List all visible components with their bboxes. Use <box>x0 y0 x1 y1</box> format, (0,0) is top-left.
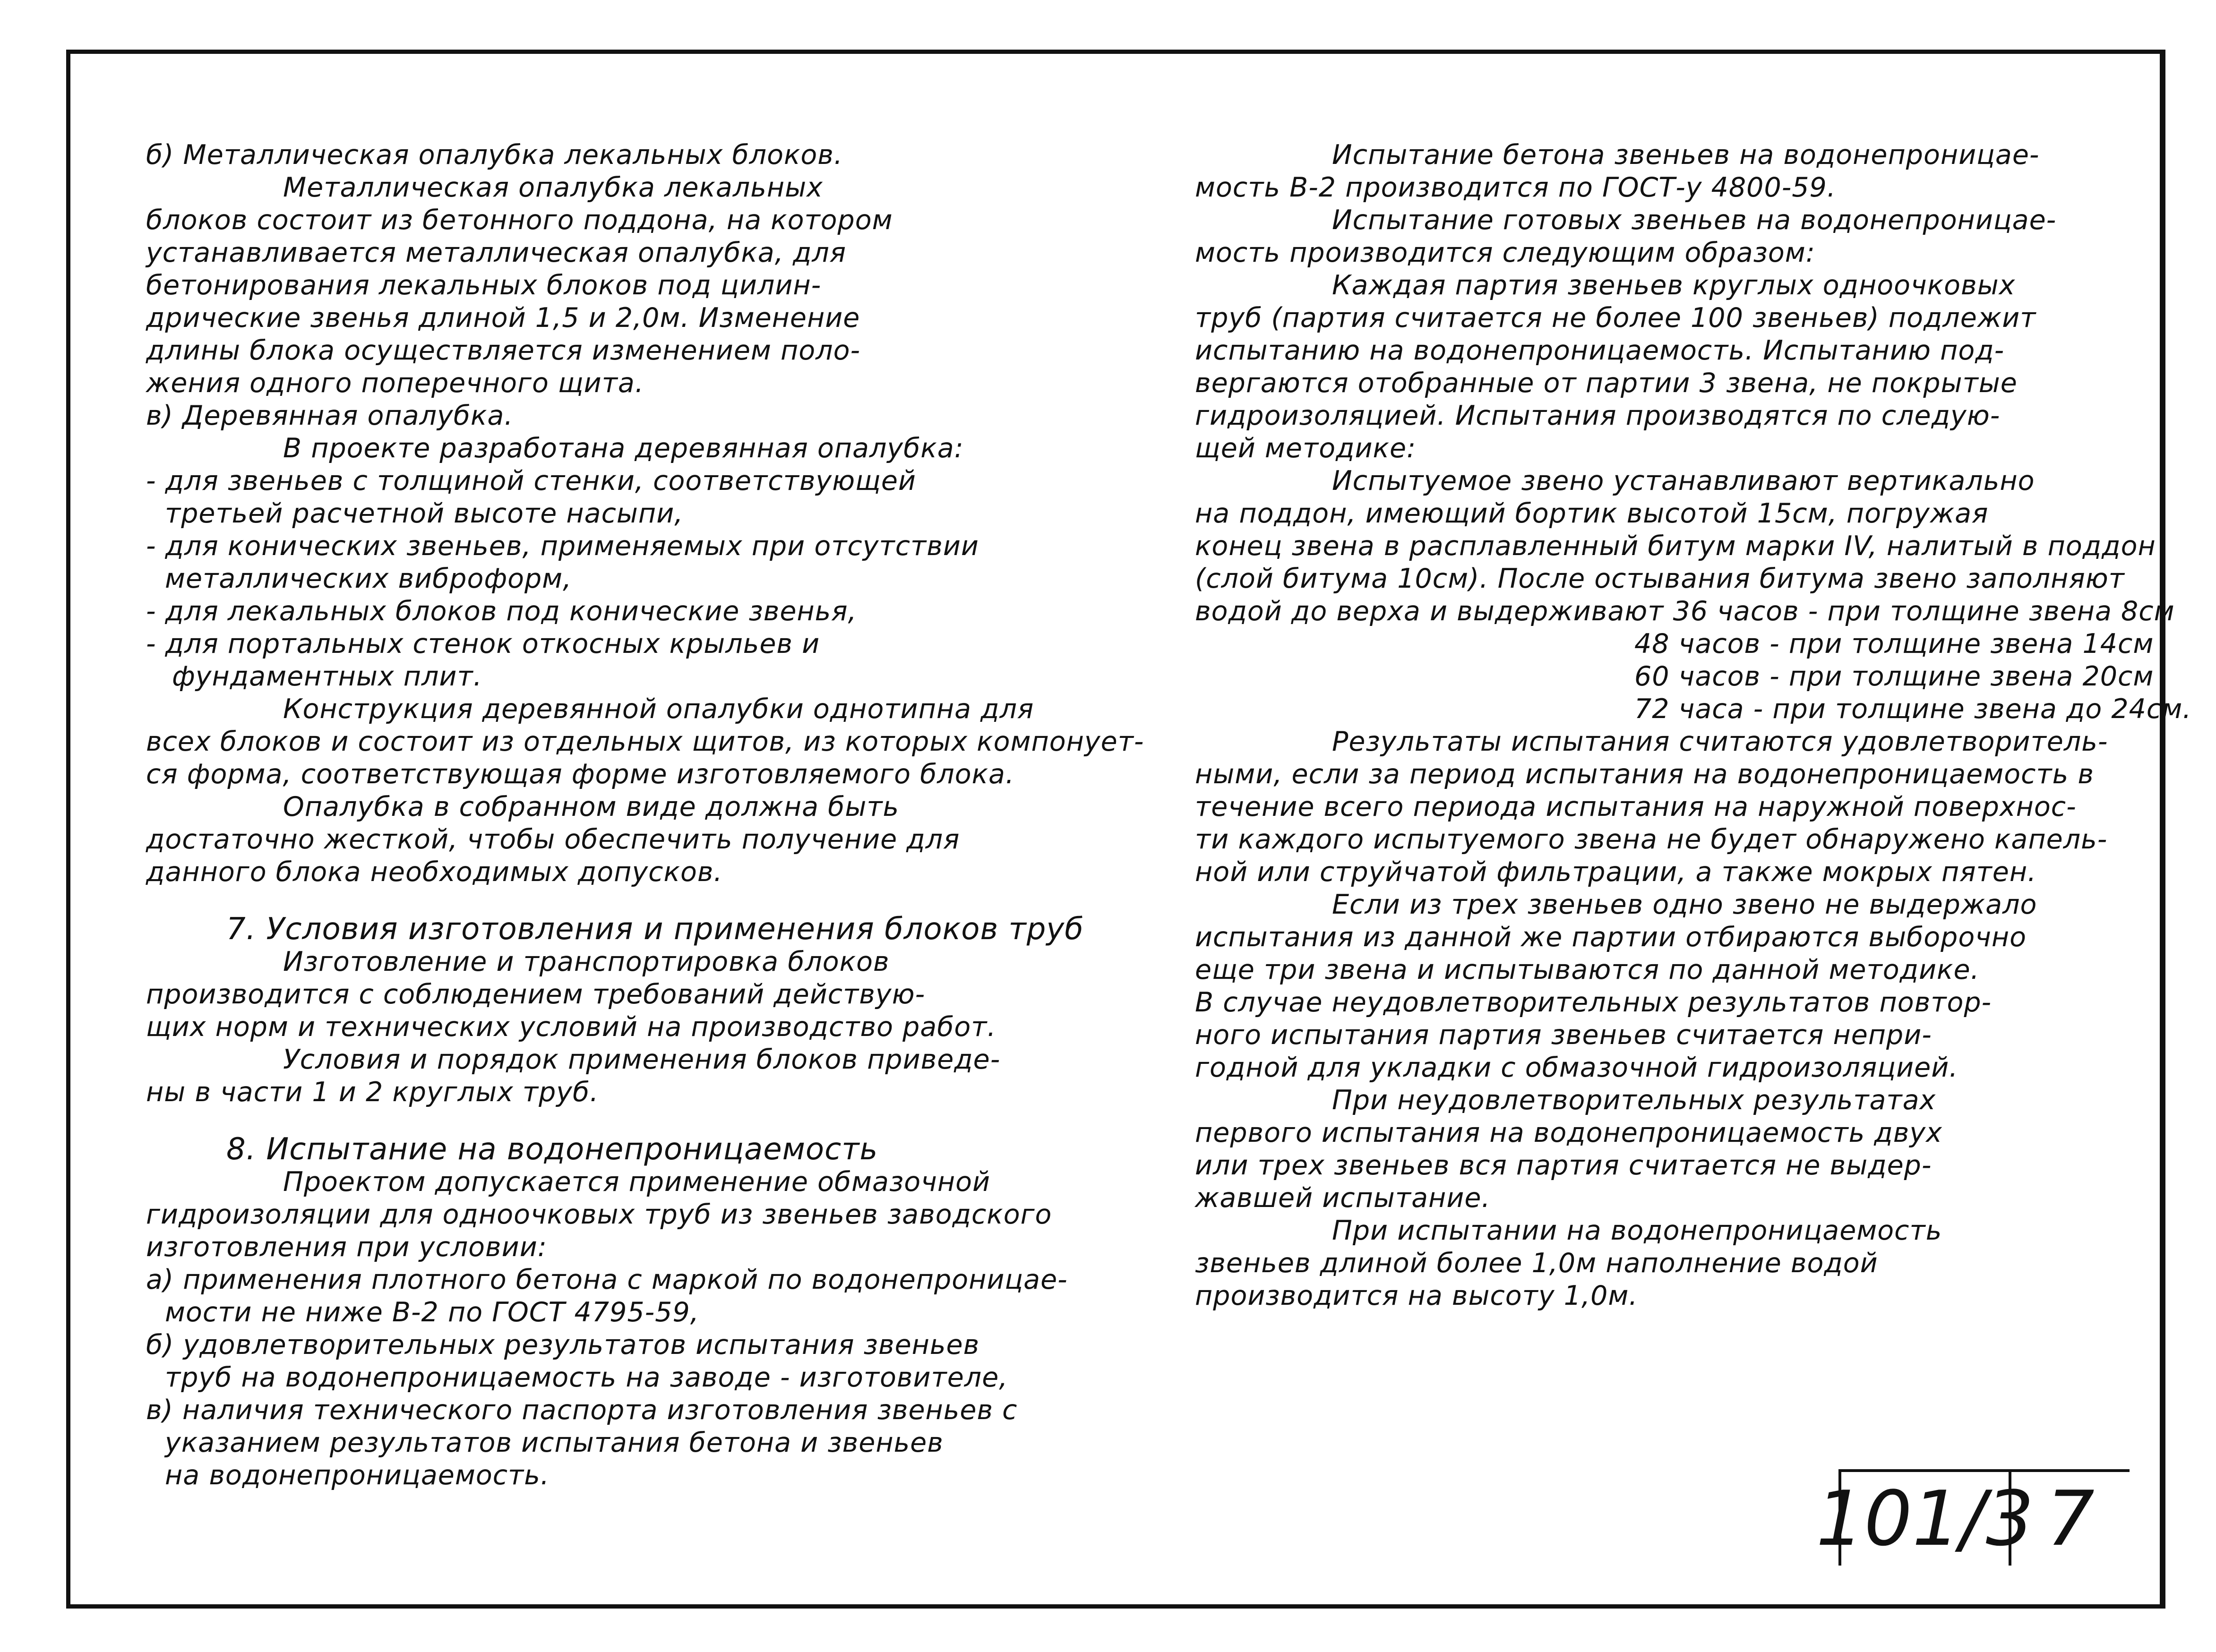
text-line: Испытание бетона звеньев на водонепроницае- <box>1332 139 2040 171</box>
text-line: Испытание готовых звеньев на водонепроницае- <box>1332 205 2057 236</box>
text-line: ного испытания партия звеньев считается непри- <box>1195 1019 1932 1051</box>
text-line: При неудовлетворительных результатах <box>1332 1085 1936 1116</box>
text-line: на водонепроницаемость. <box>165 1460 550 1491</box>
text-line: Каждая партия звеньев круглых одноочковых <box>1332 270 2016 301</box>
text-line: достаточно жесткой, чтобы обеспечить получение для <box>146 824 960 855</box>
title-stamp <box>1816 1469 2130 1566</box>
text-line: (слой битума 10см). После остывания битума звено заполняют <box>1195 563 2125 594</box>
text-line: водой до верха и выдерживают 36 часов - при толщине звена 8см <box>1195 596 2175 627</box>
text-line: производится с соблюдением требований действую- <box>146 979 926 1010</box>
text-line: ся форма, соответствующая форме изготовляемого блока. <box>146 759 1015 790</box>
text-line: блоков состоит из бетонного поддона, на котором <box>146 205 893 236</box>
text-line: В случае неудовлетворительных результатов повтор- <box>1195 987 1992 1018</box>
text-line: Опалубка в собранном виде должна быть <box>283 791 900 822</box>
text-line: Проектом допускается применение обмазочной <box>283 1166 991 1198</box>
text-line: бетонирования лекальных блоков под цилин- <box>146 270 822 301</box>
text-line: щих норм и технических условий на производство работ. <box>146 1011 996 1043</box>
text-line: труб (партия считается не более 100 звеньев) подлежит <box>1195 302 2036 334</box>
text-line: Испытуемое звено устанавливают вертикально <box>1332 465 2035 496</box>
text-line: При испытании на водонепроницаемость <box>1332 1215 1942 1246</box>
text-line: первого испытания на водонепроницаемость двух <box>1195 1117 1942 1148</box>
text-line: труб на водонепроницаемость на заводе - изготовителе, <box>165 1362 1008 1393</box>
text-line: мость производится следующим образом: <box>1195 237 1816 268</box>
text-line: Результаты испытания считаются удовлетворитель- <box>1332 726 2108 757</box>
section-8-title: 8. Испытание на водонепроницаемость <box>226 1132 878 1167</box>
text-line: ными, если за период испытания на водонепроницаемость в <box>1195 759 2094 790</box>
right-column <box>1195 139 2192 1312</box>
text-line: металлических виброформ, <box>165 563 572 594</box>
text-line: 48 часов - при толщине звена 14см <box>1634 628 2154 659</box>
text-line: 60 часов - при толщине звена 20см <box>1634 661 2154 692</box>
text-line: длины блока осуществляется изменением поло- <box>146 335 861 366</box>
text-line: Условия и порядок применения блоков приведе- <box>283 1044 1001 1075</box>
text-line: данного блока необходимых допусков. <box>146 856 723 888</box>
text-line: изготовления при условии: <box>146 1232 547 1263</box>
text-line: вергаются отобранные от партии 3 звена, не покрытые <box>1195 368 2018 399</box>
text-line: гидроизоляцией. Испытания производятся по следую- <box>1195 400 2001 431</box>
document-code: 101/3 <box>1841 1472 2011 1566</box>
text-line: в) Деревянная опалубка. <box>146 400 514 431</box>
left-column <box>146 139 1144 1492</box>
text-line: Конструкция деревянной опалубки однотипна для <box>283 693 1034 725</box>
text-line: еще три звена и испытываются по данной методике. <box>1195 954 1980 985</box>
text-line: ны в части 1 и 2 круглых труб. <box>146 1077 599 1108</box>
text-line: дрические звенья длиной 1,5 и 2,0м. Изменение <box>146 302 860 334</box>
text-line: - для лекальных блоков под конические звенья, <box>146 596 857 627</box>
text-line: или трех звеньев вся партия считается не выдер- <box>1195 1150 1932 1181</box>
text-line: мости не ниже В-2 по ГОСТ 4795-59, <box>165 1297 699 1328</box>
text-line: щей методике: <box>1195 433 1417 464</box>
text-line: течение всего периода испытания на наружной поверхнос- <box>1195 791 2077 822</box>
text-line: а) применения плотного бетона с маркой по водонепроницае- <box>146 1264 1068 1295</box>
text-line: В проекте разработана деревянная опалубка: <box>283 433 964 464</box>
text-line: испытанию на водонепроницаемость. Испытанию под- <box>1195 335 2005 366</box>
text-line: - для портальных стенок откосных крыльев и <box>146 628 820 659</box>
text-line: - для конических звеньев, применяемых при отсутствии <box>146 531 979 562</box>
text-line: фундаментных плит. <box>172 661 482 692</box>
text-line: б) Металлическая опалубка лекальных блоков. <box>146 139 843 171</box>
text-line: звеньев длиной более 1,0м наполнение водой <box>1195 1248 1878 1279</box>
text-line: производится на высоту 1,0м. <box>1195 1280 1638 1311</box>
sheet-number: 7 <box>2046 1474 2095 1563</box>
text-line: Если из трех звеньев одно звено не выдержало <box>1332 889 2037 920</box>
text-line: - для звеньев с толщиной стенки, соответствующей <box>146 465 916 496</box>
text-line: годной для укладки с обмазочной гидроизоляцией. <box>1195 1052 1958 1083</box>
text-line: б) удовлетворительных результатов испытания звеньев <box>146 1329 980 1361</box>
text-line: ной или струйчатой фильтрации, а также мокрых пятен. <box>1195 856 2037 888</box>
drawing-frame <box>66 50 2192 1609</box>
text-line: Металлическая опалубка лекальных <box>283 172 823 203</box>
text-line: гидроизоляции для одноочковых труб из звеньев заводского <box>146 1199 1052 1230</box>
text-line: на поддон, имеющий бортик высотой 15см, погружая <box>1195 498 1989 529</box>
text-line: ти каждого испытуемого звена не будет обнаружено капель- <box>1195 824 2108 855</box>
text-line: 72 часа - при толщине звена до 24см. <box>1634 693 2192 725</box>
text-line: в) наличия технического паспорта изготовления звеньев с <box>146 1395 1018 1426</box>
text-line: жавшей испытание. <box>1195 1182 1491 1214</box>
text-line: всех блоков и состоит из отдельных щитов, из которых компонует- <box>146 726 1144 757</box>
section-7-title: 7. Условия изготовления и применения блоков труб <box>226 912 1084 947</box>
text-line: Изготовление и транспортировка блоков <box>283 946 890 977</box>
text-line: мость В-2 производится по ГОСТ-у 4800-59. <box>1195 172 1836 203</box>
text-line: конец звена в расплавленный битум марки IV, налитый в поддон <box>1195 531 2156 562</box>
text-line: жения одного поперечного щита. <box>146 368 644 399</box>
text-line: указанием результатов испытания бетона и звеньев <box>165 1427 944 1458</box>
text-line: испытания из данной же партии отбираются выборочно <box>1195 922 2027 953</box>
text-line: третьей расчетной высоте насыпи, <box>165 498 684 529</box>
text-line: устанавливается металлическая опалубка, для <box>146 237 847 268</box>
